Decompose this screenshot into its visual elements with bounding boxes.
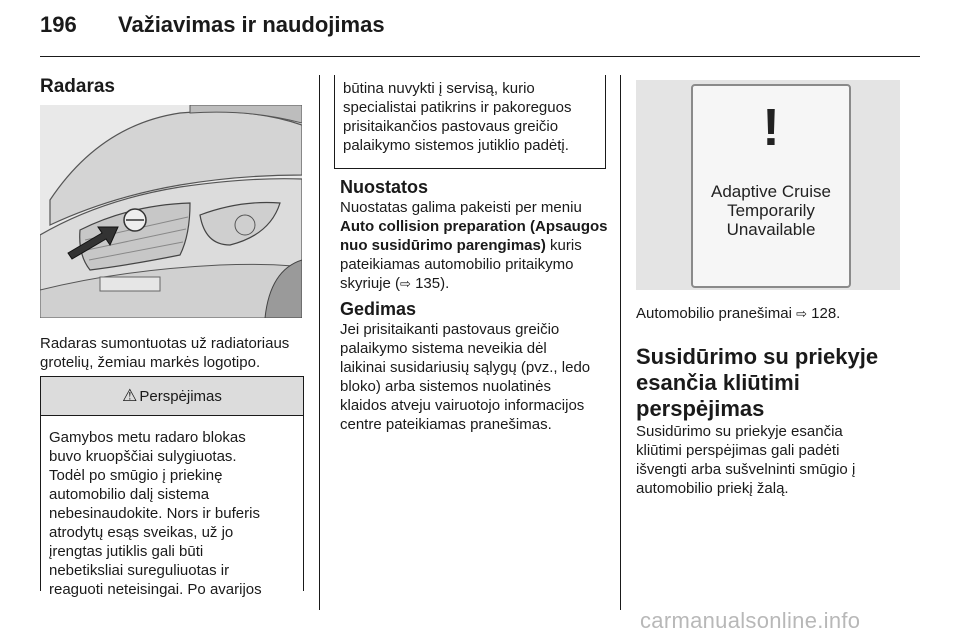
note-line: specialistai patikrins ir pakoreguos (343, 99, 572, 116)
warning-line: Todėl po smūgio į priekinę (49, 467, 223, 484)
section-heading-settings: Nuostatos (340, 177, 429, 197)
settings-line: pateikiamas automobilio pritaikymo (340, 256, 574, 273)
watermark: carmanualsonline.info (640, 608, 861, 633)
warning-line: įrengtas jutiklis gali būti (49, 543, 204, 560)
page-reference-arrow-icon: ⇨ (400, 277, 411, 292)
settings-ref-pre: skyriuje ( (340, 275, 401, 292)
collision-line: išvengti arba sušvelninti smūgio į (636, 461, 856, 478)
display-message (693, 182, 849, 239)
caption-line: grotelių, žemiau markės logotipo. (40, 354, 261, 371)
settings-menu-name-cont: nuo susidūrimo parengimas) (340, 237, 546, 254)
settings-line-tail: kuris (545, 237, 582, 254)
collision-line: Susidūrimo su priekyje esančia (636, 423, 843, 440)
column-divider-2 (620, 75, 621, 610)
warning-line: atrodytų esąs sveikas, už jo (49, 524, 234, 541)
warning-title: Perspėjimas (139, 387, 222, 405)
settings-ref-page[interactable]: 135). (410, 275, 450, 292)
settings-line (340, 274, 612, 294)
note-line: palaikymo sistemos jutiklio padėtį. (343, 137, 569, 154)
section-heading-faults: Gedimas (340, 299, 417, 319)
driver-info-display-illustration (636, 80, 900, 290)
warning-line: reaguoti neteisingai. Po avarijos (49, 581, 262, 598)
heading-line: esančia kliūtimi (636, 370, 800, 395)
warning-line: nebetiksliai sureguliuotas ir (49, 562, 230, 579)
warning-line: Gamybos metu radaro blokas (49, 429, 246, 446)
msg-ref-page[interactable]: 128. (806, 305, 841, 322)
settings-section (340, 176, 612, 294)
faults-line: palaikymo sistema neveikia dėl (340, 340, 547, 357)
warning-continuation-box (334, 75, 606, 169)
faults-line: klaidos atveju vairuotojo informacijos (340, 397, 585, 414)
display-line: Temporarily (727, 201, 815, 220)
warning-box (40, 376, 304, 598)
note-line: prisitaikančios pastovaus greičio (343, 118, 559, 135)
display-panel (691, 84, 851, 288)
faults-line: bloko) arba sistemos nuolatinės (340, 378, 551, 395)
faults-section (340, 298, 612, 434)
warning-line: buvo kruopščiai sulygiuotas. (49, 448, 237, 465)
collision-line: automobilio priekį žalą. (636, 480, 789, 497)
settings-line: Nuostatas galima pakeisti per meniu (340, 199, 582, 216)
page-number: 196 (40, 12, 77, 37)
settings-line (340, 236, 612, 255)
display-line: Unavailable (726, 220, 816, 239)
collision-alert-text (636, 422, 920, 498)
warning-line: nebesinaudokite. Nors ir buferis (49, 505, 260, 522)
header-divider (40, 56, 920, 57)
faults-line: laikinai susidariusių sąlygų (pvz., ledo (340, 359, 591, 376)
page-reference-arrow-icon: ⇨ (796, 307, 807, 322)
collision-line: kliūtimi perspėjimas gali padėti (636, 442, 840, 459)
faults-text (340, 320, 612, 434)
section-heading-collision-alert (636, 344, 920, 422)
page-title: Važiavimas ir naudojimas (118, 12, 385, 37)
heading-line: Susidūrimo su priekyje (636, 344, 879, 369)
section-heading-radar: Radaras (40, 76, 115, 97)
settings-menu-name: Auto collision preparation (Apsaugos (340, 218, 608, 235)
faults-line: Jei prisitaikanti pastovaus greičio (340, 321, 560, 338)
heading-line: perspėjimas (636, 396, 765, 421)
vehicle-messages-reference (636, 304, 916, 324)
car-front-illustration (40, 105, 302, 318)
exclamation-icon: ! (762, 99, 780, 157)
warning-triangle-icon: ⚠ (122, 386, 138, 405)
settings-text (340, 198, 612, 294)
note-line: būtina nuvykti į servisą, kurio (343, 80, 535, 97)
warning-line: automobilio dalį sistema (49, 486, 210, 503)
faults-line: centre pateikiamas pranešimas. (340, 416, 552, 433)
warning-text (41, 416, 303, 599)
column-divider-1 (319, 75, 320, 610)
warning-header (41, 377, 303, 416)
msg-ref-text: Automobilio pranešimai (636, 305, 797, 322)
caption-line: Radaras sumontuotas už radiatoriaus (40, 335, 290, 352)
radar-caption (40, 334, 310, 372)
display-line: Adaptive Cruise (710, 182, 831, 201)
